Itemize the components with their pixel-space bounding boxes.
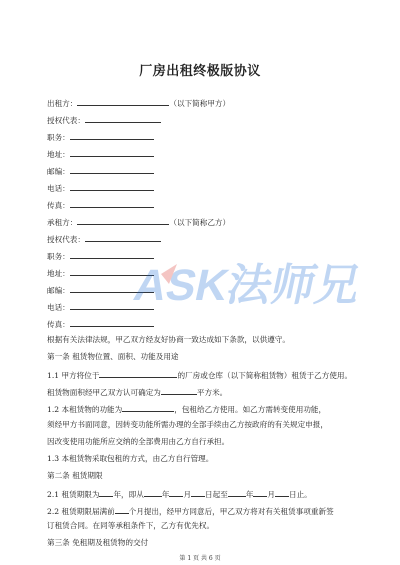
postcode-blank: [70, 165, 154, 174]
function-blank: [122, 403, 174, 412]
position2-blank: [70, 250, 154, 259]
clause-1-1-part1: 1.1 甲方将位于: [47, 371, 100, 380]
postcode-row: [47, 165, 154, 177]
lessor-suffix: （以下简称甲方）: [169, 99, 231, 108]
position2-row: [47, 250, 154, 262]
end-month-blank: [253, 488, 267, 497]
clause-2-1-part8: 日止。: [289, 490, 312, 499]
address-blank: [70, 148, 154, 157]
clause-1-2-part1: 1.2 本租赁物的功能为: [47, 405, 123, 414]
clause-2-2-part2: 个月提出，经甲方同意后，甲乙双方将对有关租赁事项重新签: [128, 507, 334, 516]
clause-2-1-part1: 2.1 租赁期限为: [47, 490, 100, 499]
agent-blank: [85, 114, 161, 123]
start-year-blank: [144, 488, 162, 497]
fax2-row: [47, 318, 154, 330]
postcode-label: 邮编：: [47, 167, 70, 176]
clause-1-2: [47, 403, 326, 415]
lessee-blank: [77, 216, 169, 225]
clause-2-2-line2: 订租赁合同。在同等承租条件下，乙方有优先权。: [47, 521, 215, 530]
clause-2-1-part5: 日起至: [205, 490, 228, 499]
agent2-label: 授权代表：: [47, 235, 85, 244]
agent-label: 授权代表：: [47, 116, 85, 125]
phone-blank: [70, 182, 154, 191]
clause-1-2-line3: 因改变使用功能所应交纳的全部费用由乙方自行承担。: [47, 437, 230, 446]
lessee-row: [47, 216, 230, 228]
clause-1-3: 1.3 本租赁物采取包租的方式，由乙方自行管理。: [47, 454, 214, 463]
fax-blank: [70, 199, 154, 208]
intro-text: 根据有关法律法规，甲乙双方经友好协商一致达成如下条款，以供遵守。: [47, 335, 290, 344]
address2-label: 地址：: [47, 269, 70, 278]
years-blank: [99, 488, 113, 497]
end-year-blank: [228, 488, 246, 497]
clause-2-1-part6: 年: [245, 490, 254, 499]
clause-1-1-line2-part1: 租赁物面积经甲乙双方认可确定为: [47, 388, 161, 397]
clause-2-2-part1: 2.2 租赁期限届满前: [47, 507, 115, 516]
clause-1-1-line2: [47, 386, 227, 398]
agent-row: [47, 114, 161, 126]
lessee-label: 承租方：: [47, 218, 78, 227]
phone2-label: 电话：: [47, 303, 70, 312]
end-day-blank: [275, 488, 289, 497]
clause-1-1: [47, 369, 352, 381]
clause-1-1-line2-part2: 平方米。: [196, 388, 228, 397]
watermark-text: ASK法师兄: [129, 261, 365, 310]
position2-label: 职务：: [47, 252, 70, 261]
address-label: 地址：: [47, 150, 70, 159]
document-title: 厂房出租终极版协议: [139, 64, 261, 79]
phone2-blank: [70, 301, 154, 310]
start-month-blank: [169, 488, 183, 497]
phone-row: [47, 182, 154, 194]
clause-2-1-part7: 月: [267, 490, 275, 499]
start-day-blank: [191, 488, 205, 497]
area-blank: [161, 386, 197, 395]
article2-title: 第二条 租赁期限: [47, 471, 103, 480]
postcode2-label: 邮编：: [47, 286, 70, 295]
clause-2-1-part4: 月: [183, 490, 192, 499]
article1-title: 第一条 租赁物位置、面积、功能及用途: [47, 352, 179, 361]
address2-row: [47, 267, 154, 279]
fax2-label: 传真：: [47, 320, 70, 329]
agent2-row: [47, 233, 161, 245]
page-footer: 第 1 页 共 6 页: [179, 555, 221, 562]
clause-2-1: [47, 488, 312, 500]
clause-2-2: [47, 505, 334, 517]
clause-2-1-part3: 年: [161, 490, 170, 499]
lessor-blank: [77, 97, 169, 106]
lessee-suffix: （以下简称乙方）: [169, 218, 231, 227]
agent2-blank: [85, 233, 161, 242]
months-blank: [115, 505, 129, 514]
position-row: [47, 131, 154, 143]
fax-label: 传真：: [47, 201, 70, 210]
address-row: [47, 148, 154, 160]
lessor-label: 出租方：: [47, 99, 78, 108]
clause-2-1-part2: 年，即从: [113, 490, 144, 499]
fax2-blank: [70, 318, 154, 327]
watermark-accent-icon: [161, 264, 177, 284]
clause-1-2-part2: ，包租给乙方使用。如乙方需转变使用功能，: [174, 405, 327, 414]
article3-title: 第三条 免租期及租赁物的交付: [47, 538, 149, 547]
phone2-row: [47, 301, 154, 313]
position-blank: [70, 131, 154, 140]
postcode2-blank: [70, 284, 154, 293]
lessor-row: [47, 97, 230, 109]
address2-blank: [70, 267, 154, 276]
postcode2-row: [47, 284, 154, 296]
fax-row: [47, 199, 154, 211]
location-blank: [99, 369, 177, 378]
position-label: 职务：: [47, 133, 70, 142]
clause-1-1-part2: 的厂房或仓库（以下简称租赁物）租赁于乙方使用。: [177, 371, 353, 380]
phone-label: 电话：: [47, 184, 70, 193]
clause-1-2-line2: 须经甲方书面同意，因转变功能所需办理的全部手续由乙方按政府的有关规定申报，: [47, 420, 328, 429]
